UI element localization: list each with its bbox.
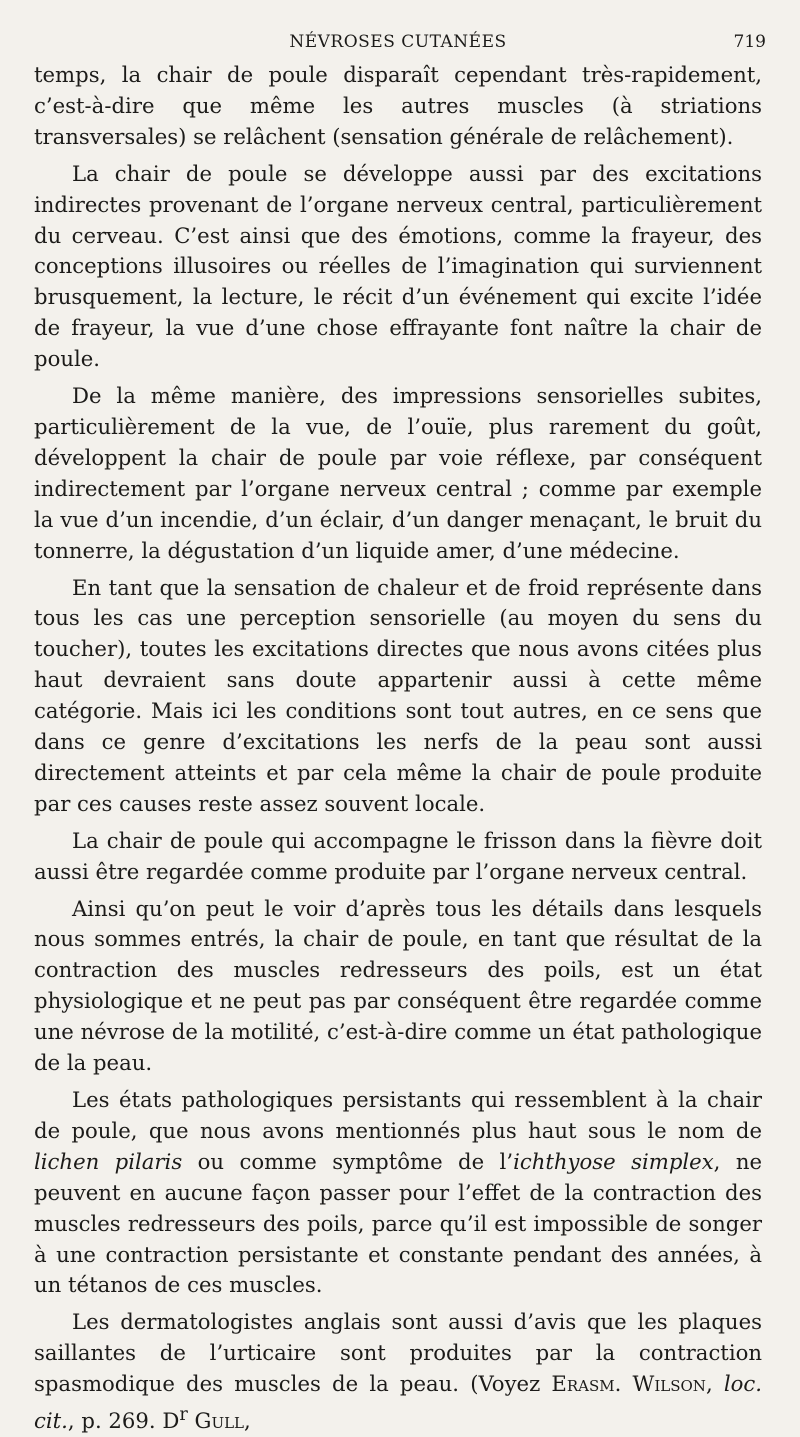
paragraph-1: temps, la chair de poule disparaît cependant très-rapidement, c’est-à-dire que même les autres muscles (à striations transversales) se relâchent (sensation générale de relâchement). — [34, 62, 762, 149]
doctor-abbrev-superscript: r — [179, 1405, 188, 1426]
paragraph-4: En tant que la sensation de chaleur et de froid représente dans tous les cas une perception sensorielle (au moyen du sens du toucher), toutes les excitations directes que nous avons citées plus haut devraient sans doute appartenir aussi à cette même catégorie. Mais ici les conditions sont tout autres, en ce sens que dans ce genre d’excitations les nerfs de la peau sont aussi directement atteints et par cela même la chair de poule produite par ces causes reste assez souvent locale. — [34, 574, 762, 816]
body-text — [34, 60, 762, 1437]
paragraph-7-part-c: , ne peuvent en aucune façon passer pour l’effet de la contraction des muscles redresseurs des poils, parce qu’il est impossible de songer à une contraction persistante et constante pendant des années, à un tétanos de ces muscles. — [34, 1148, 762, 1298]
page-header — [34, 0, 766, 60]
paragraph-8-part-d — [188, 1408, 195, 1433]
paragraph-8-part-c: , p. 269. D — [67, 1408, 180, 1434]
page-number: 719 — [733, 32, 766, 52]
paragraph-6: Ainsi qu’on peut le voir d’après tous les détails dans lesquels nous sommes entrés, la chair de poule, en tant que résultat de la contraction des muscles redresseurs des poils, est un état physiologique et ne peut pas par conséquent être regardée comme une névrose de la motilité, c’est-à-dire comme un état pathologique de la peau. — [34, 895, 762, 1076]
paragraph-3: De la même manière, des impressions sensorielles subites, particulièrement de la vue, de l’ouïe, plus rarement du goût, développent la chair de poule par voie réflexe, par conséquent indirectement par l’organe nerveux central ; comme par exemple la vue d’un incendie, d’un éclair, d’un danger menaçant, le bruit du tonnerre, la dégustation d’un liquide amer, d’une médecine. — [34, 383, 762, 563]
running-title: NÉVROSES CUTANÉES — [289, 32, 507, 52]
paragraph-8-part-b: , — [705, 1371, 724, 1397]
paragraph-8-part-e: , — [244, 1408, 251, 1434]
paragraph-2: La chair de poule se développe aussi par des excitations indirectes provenant de l’organe nerveux central, particulièrement du cerveau. C’est ainsi que des émotions, comme la frayeur, des conceptions illusoires ou réelles de l’imagination qui surviennent brusquement, la lecture, le récit d’un événement qui excite l’idée de frayeur, la vue d’une chose effrayante font naître la chair de poule. — [34, 160, 762, 372]
paragraph-8 — [34, 1307, 762, 1437]
paragraph-7-part-a: Les états pathologiques persistants qui ressemblent à la chair de poule, que nous avons mentionnés plus haut sous le nom de — [34, 1087, 762, 1143]
author-gull: Gull — [194, 1408, 245, 1434]
paragraph-7 — [34, 1085, 762, 1301]
paragraph-7-part-b: ou comme symptôme de l’ — [182, 1148, 514, 1174]
term-lichen-pilaris: lichen pilaris — [34, 1148, 183, 1174]
paragraph-8-part-a: Les dermatologistes anglais sont aussi d’avis que les plaques saillantes de l’urticaire sont produites par la contraction spasmodique des muscles de la peau. (Voyez — [34, 1309, 762, 1397]
citation-loc-cit: loc. cit. — [34, 1371, 762, 1434]
paragraph-5: La chair de poule qui accompagne le frisson dans la fièvre doit aussi être regardée comme produite par l’organe nerveux central. — [34, 827, 762, 884]
term-ichthyose-simplex: ichthyose simplex — [513, 1148, 714, 1174]
author-wilson: Erasm. Wilson — [551, 1371, 706, 1397]
